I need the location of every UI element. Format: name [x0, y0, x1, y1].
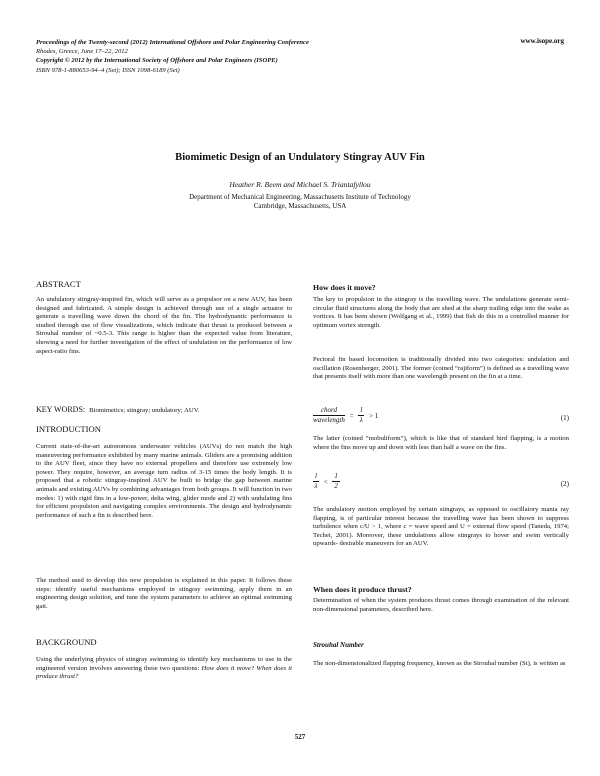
introduction-paragraph-1: Current state-of-the-art autonomous underwater vehicles (AUVs) do not match the high maneuvering performance exhibited by many marine animals. Gliders are a promising addition to the AUV fleet, since they have no external propellers and therefore use extremely low power. They require, however, an average turn radius of 3-15 times the body length. It is proposed that a robotic stingray-inspired AUV be built to bridge the gap between marine animals and existing AUVs by combining advantages from both groups. It will function in two modes: 1) with rigid fins in a low-power, delta wing, glider mode and 2) with undulating fins for efficient propulsion and navigating complex environments. The design and hydrodynamic performance of such a fin is described here.	[36, 443, 292, 519]
eq2-number: (2)	[560, 480, 569, 488]
eq1-numerator-2: l	[360, 406, 363, 414]
conference-header	[36, 38, 476, 75]
affiliation-line-2: Cambridge, Massachusetts, USA	[253, 202, 347, 211]
move-paragraph-4: The undulatory motion employed by certain stingrays, as opposed to oscillatory manta ray flapping, is of particular interest because the travelling wave has been shown to suppress turbulence when c/U > 1, where c = wave speed and U = external flow speed (Taneda, 1974; Techet, 2001). Moreover, these undulations allow stingrays to hover and swim vertically upwards- desirable maneuvers for an AUV.	[313, 506, 569, 548]
eq1-denominator-2: λ	[359, 416, 363, 424]
keywords-label: KEY WORDS:	[36, 405, 86, 414]
move-paragraph-3: The latter (coined “mobuliform”), which is like that of standard bird flapping, is a motion where the fins move up and down with less than half a wave on the fins.	[313, 435, 569, 451]
introduction-paragraph-2: The method used to develop this new propulsion is explained in this paper. It follows these steps: identify useful mechanisms employed in stingray swimming, apply them in an engineering design solution, and tune the system parameters to achieve an optimal swimming gait.	[36, 577, 292, 610]
eq1-relation: > 1	[369, 411, 379, 420]
paper-title: Biomimetic Design of an Undulatory Stingray AUV Fin	[175, 152, 425, 163]
keywords	[36, 405, 199, 414]
header-website-link[interactable]: www.isope.org	[520, 37, 564, 45]
eq2-relation: <	[323, 477, 328, 486]
abstract-text: An undulatory stingray-inspired fin, which will serve as a propulsor on a new AUV, has been designed and fabricated. A simple design is achieved through use of a single actuator to generate a travelling wave down the chord of the fin. The hydrodynamic performance is studied through use of flow visualizations, which indicate that thrust is produced between a Strouhal number of ~0.5-3. This range is higher than the expected value from literature, showing a need for further investigation of the effect of undulation on the performance of low aspect-ratio fins.	[36, 296, 292, 355]
affiliation-line-1: Department of Mechanical Engineering, Massachusetts Institute of Technology	[189, 193, 411, 201]
header-copyright: Copyright © 2012 by the International Society of Offshore and Polar Engineers (ISOPE)	[36, 57, 278, 65]
thrust-paragraph-1: Determination of when the system produces thrust comes through examination of the relevant non-dimensional parameters, described here.	[313, 597, 569, 613]
eq2-denominator-2: 2	[334, 482, 338, 490]
paper-authors: Heather R. Beem and Michael S. Triantafyllou	[229, 180, 371, 189]
eq2-numerator-2: 1	[334, 472, 338, 480]
eq1-number: (1)	[560, 414, 569, 422]
background-heading: BACKGROUND	[36, 637, 97, 647]
abstract-heading: ABSTRACT	[36, 279, 81, 289]
background-questions: How does it move? When does it produce thrust?	[36, 664, 293, 681]
move-paragraph-1: The key to propulsion in the stingray is the travelling wave. The undulations generate semi-circular fluid structures along the body that are shed at the sharp trailing edge into the wake as vortices. It has been shown (Wolfgang et al., 1999) that fish do this in a controlled manner for optimum vortex strength.	[313, 296, 569, 329]
introduction-heading: INTRODUCTION	[36, 424, 101, 434]
header-isbn: ISBN 978-1-880653-94–4 (Set); ISSN 1098-6189 (Set)	[36, 66, 180, 74]
how-does-it-move-heading: How does it move?	[313, 283, 376, 292]
eq1-denominator: wavelength	[313, 416, 345, 424]
equation-2	[313, 472, 569, 496]
when-thrust-heading: When does it produce thrust?	[313, 585, 412, 594]
keywords-value: Biomimetics; stingray; undulatory; AUV.	[89, 407, 200, 414]
eq2-denominator: λ	[314, 482, 318, 490]
author-affiliation	[0, 193, 600, 212]
strouhal-paragraph-1: The non-dimensionalized flapping frequency, known as the Strouhal number (St), is written as	[313, 660, 566, 667]
background-text: Using the underlying physics of stingray swimming to identify key mechanisms to use in the engineered version involves answering these two questions:	[36, 656, 292, 672]
move-paragraph-2: Pectoral fin based locomotion is traditionally divided into two categories: undulation and oscillation (Rosenberger, 2001). The former (coined “rajiform”) is defined as a travelling wave that presents itself with more than one wavelength present on the fin at a time.	[313, 356, 569, 381]
eq1-numerator: chord	[313, 406, 345, 416]
header-proceedings: Proceedings of the Twenty-second (2012) International Offshore and Polar Engineering Conference	[36, 39, 309, 46]
strouhal-heading: Strouhal Number	[313, 641, 364, 649]
page-number: 527	[294, 733, 306, 741]
eq1-equals: =	[349, 411, 354, 420]
header-location: Rhodes, Greece, June 17–22, 2012	[36, 48, 128, 56]
equation-1	[313, 406, 569, 430]
background-paragraph-1	[36, 656, 292, 682]
eq2-numerator: l	[315, 472, 317, 480]
